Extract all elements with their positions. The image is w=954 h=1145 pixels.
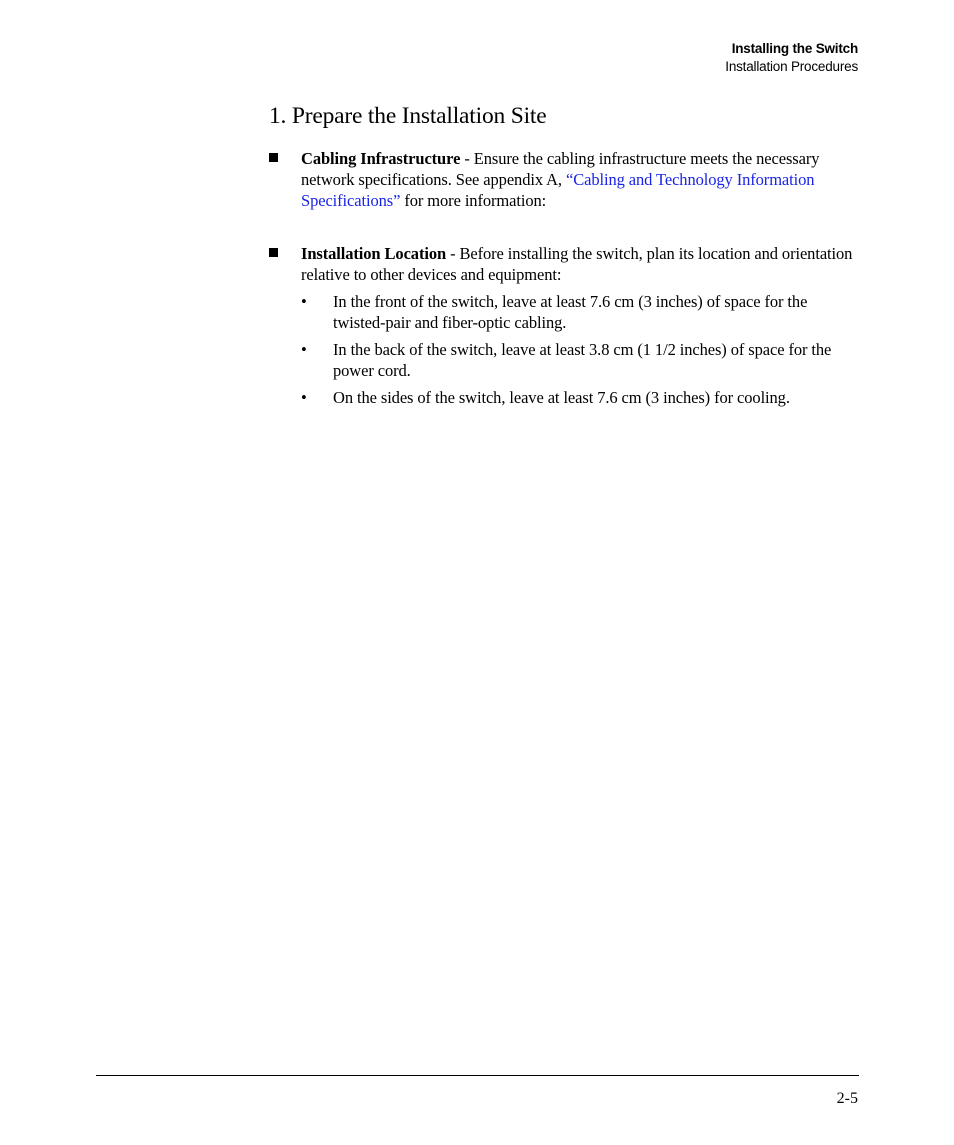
item-text: - Before installing the switch, plan its location and orientation relative to other devices and equipment: (301, 244, 853, 284)
item-term: Installation Location (301, 244, 447, 263)
main-content (269, 100, 861, 414)
square-bullet-icon (269, 248, 278, 257)
list-item-installation-location (269, 243, 861, 408)
sub-list-item (301, 291, 861, 333)
item-text-end: for more information: (400, 191, 547, 210)
list-item-cabling-infrastructure (269, 148, 861, 211)
section-heading: 1. Prepare the Installation Site (269, 103, 547, 129)
bullet-dot-icon: • (301, 340, 307, 359)
sub-item-text: In the back of the switch, leave at least 3.8 cm (1 1/2 inches) of space for the power cord. (333, 340, 832, 380)
header-chapter-title: Installing the Switch (731, 41, 858, 56)
running-header (725, 40, 858, 76)
main-list (269, 148, 861, 408)
cross-reference-link[interactable]: “Cabling and Technology Information Specifications” (301, 170, 815, 210)
item-term: Cabling Infrastructure (301, 149, 461, 168)
bullet-dot-icon: • (301, 388, 307, 407)
page-number: 2-5 (836, 1090, 858, 1107)
footer-rule (96, 1075, 859, 1076)
sub-item-text: In the front of the switch, leave at least 7.6 cm (3 inches) of space for the twisted-pair and fiber-optic cabling. (333, 292, 808, 332)
sub-list-item (301, 339, 861, 381)
sub-list (301, 291, 861, 408)
square-bullet-icon (269, 153, 278, 162)
bullet-dot-icon: • (301, 292, 307, 311)
sub-list-item (301, 387, 861, 408)
item-text: - Ensure the cabling infrastructure meets the necessary network specifications. See appendix A, (301, 149, 820, 189)
sub-item-text: On the sides of the switch, leave at least 7.6 cm (3 inches) for cooling. (333, 388, 790, 407)
header-section-title: Installation Procedures (725, 59, 858, 74)
